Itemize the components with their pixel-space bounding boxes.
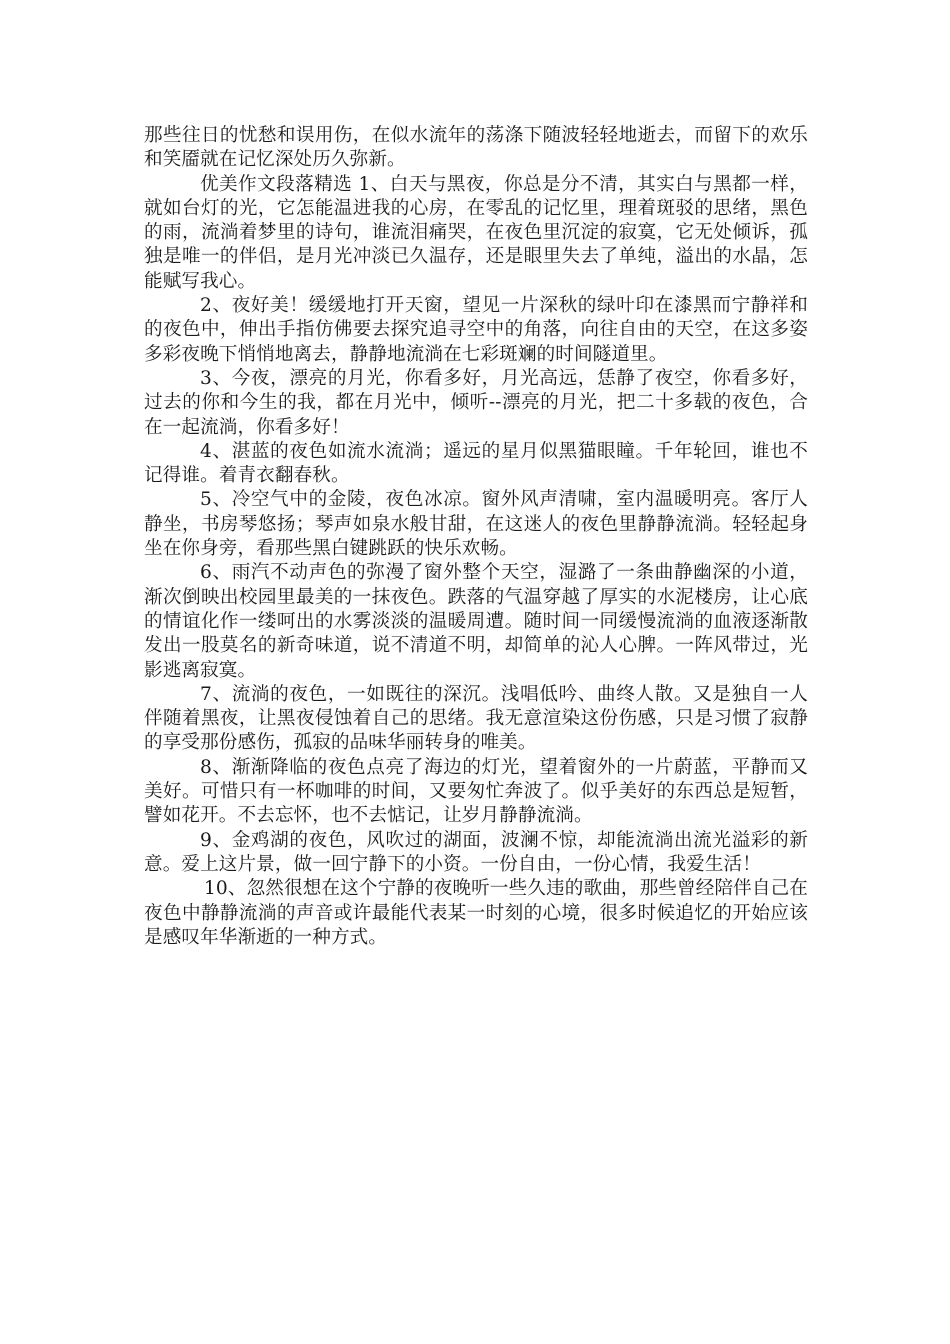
paragraph-10: 10、忽然很想在这个宁静的夜晚听一些久违的歌曲，那些曾经陪伴自己在夜色中静静流淌的声音或许最能代表某一时刻的心境，很多时候追忆的开始应该是感叹年华渐逝的一种方式。 [144, 878, 808, 948]
paragraph-8: 8、渐渐降临的夜色点亮了海边的灯光，望着窗外的一片蔚蓝，平静而又美好。可惜只有一杯咖啡的时间，又要匆忙奔波了。似乎美好的东西总是短暂，譬如花开。不去忘怀，也不去惦记，让岁月静静流淌。 [144, 756, 808, 827]
document-body [144, 124, 808, 950]
paragraph-1: 优美作文段落精选 1、白天与黑夜，你总是分不清，其实白与黑都一样，就如台灯的光，它怎能温进我的心房，在零乱的记忆里，理着斑驳的思绪，黑色的雨，流淌着梦里的诗句，谁流泪痛哭，在夜色里沉淀的寂寞，它无处倾诉，孤独是唯一的伴侣，是月光冲淡已久温存，还是眼里失去了单纯，溢出的水晶，怎能赋写我心。 [144, 173, 808, 292]
paragraph-5: 5、冷空气中的金陵，夜色冰凉。窗外风声清啸，室内温暖明亮。客厅人静坐，书房琴悠扬；琴声如泉水般甘甜，在这迷人的夜色里静静流淌。轻轻起身坐在你身旁，看那些黑白键跳跃的快乐欢畅。 [144, 489, 808, 560]
paragraph-2: 2、夜好美！缓缓地打开天窗，望见一片深秋的绿叶印在漆黑而宁静祥和的夜色中，伸出手指仿佛要去探究追寻空中的角落，向往自由的天空，在这多姿多彩夜晚下悄悄地离去，静静地流淌在七彩斑斓的时间隧道里。 [144, 295, 808, 365]
paragraph-7: 7、流淌的夜色，一如既往的深沉。浅唱低吟、曲终人散。又是独自一人伴随着黑夜，让黑夜侵蚀着自己的思绪。我无意渲染这份伤感，只是习惯了寂静的享受那份感伤，孤寂的品味华丽转身的唯美。 [144, 683, 808, 754]
paragraph-4: 4、湛蓝的夜色如流水流淌；遥远的星月似黑猫眼瞳。千年轮回，谁也不记得谁。着青衣翻春秋。 [144, 440, 808, 487]
paragraph-3: 3、今夜，漂亮的月光，你看多好，月光高远，恁静了夜空，你看多好，过去的你和今生的我，都在月光中，倾听--漂亮的月光，把二十多载的夜色，合在一起流淌，你看多好！ [144, 367, 808, 438]
paragraph-6: 6、雨汽不动声色的弥漫了窗外整个天空，湿潞了一条曲静幽深的小道，渐次倒映出校园里最美的一抹夜色。跌落的气温穿越了厚实的水泥楼房，让心底的情谊化作一缕呵出的水雾淡淡的温暖周遭。随时间一同缓慢流淌的血液逐渐散发出一股莫名的新奇味道，说不清道不明，却简单的沁人心脾。一阵风带过，光影逃离寂寞。 [144, 562, 808, 681]
paragraph-9: 9、金鸡湖的夜色，风吹过的湖面，波澜不惊，却能流淌出流光溢彩的新意。爱上这片景，做一回宁静下的小资。一份自由，一份心情，我爱生活！ [144, 829, 808, 875]
paragraph-intro: 那些往日的忧愁和误用伤，在似水流年的荡涤下随波轻轻地逝去，而留下的欢乐和笑靥就在记忆深处历久弥新。 [144, 125, 808, 171]
